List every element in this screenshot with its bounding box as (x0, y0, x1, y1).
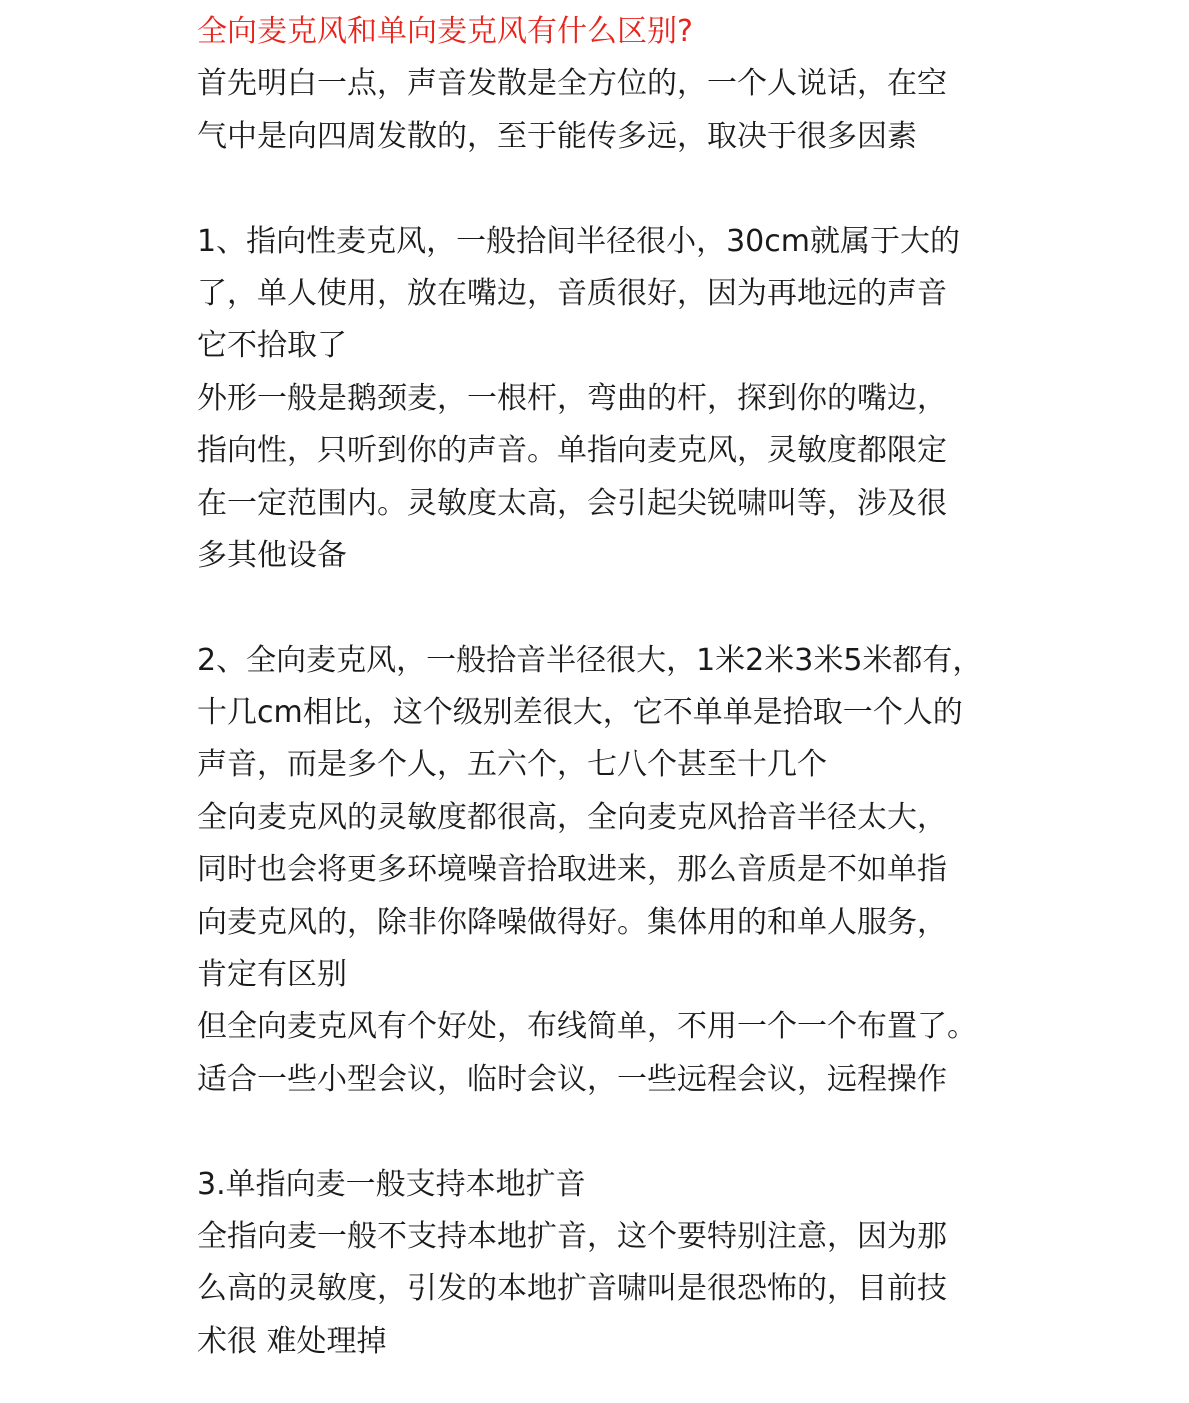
text-line: 它不拾取了 (197, 328, 347, 364)
paragraph-spacer (197, 582, 1027, 634)
text-line: 十几cm相比，这个级别差很大，它不单单是拾取一个人的 (197, 695, 963, 731)
text-line: 气中是向四周发散的，至于能传多远，取决于很多因素 (197, 118, 917, 154)
section-1-paragraph (197, 216, 1027, 583)
paragraph-spacer (197, 163, 1027, 215)
article-title: 全向麦克风和单向麦克风有什么区别? (197, 14, 693, 49)
text-line: 但全向麦克风有个好处，布线简单，不用一个一个布置了。 (197, 1009, 977, 1045)
text-line: 同时也会将更多环境噪音拾取进来，那么音质是不如单指 (197, 852, 947, 888)
text-line: 在一定范围内。灵敏度太高，会引起尖锐啸叫等，涉及很 (197, 485, 947, 521)
text-line: 全指向麦一般不支持本地扩音，这个要特别注意，因为那 (197, 1218, 947, 1254)
text-line: 适合一些小型会议，临时会议，一些远程会议，远程操作 (197, 1061, 947, 1097)
article-body (197, 6, 1027, 1368)
text-line: 外形一般是鹅颈麦，一根杆，弯曲的杆，探到你的嘴边， (197, 380, 947, 416)
text-line: 多其他设备 (197, 537, 347, 573)
text-line: 了，单人使用，放在嘴边，音质很好，因为再地远的声音 (197, 275, 947, 311)
section-2-paragraph (197, 635, 1027, 1107)
text-line: 肯定有区别 (197, 957, 347, 993)
text-line: 首先明白一点，声音发散是全方位的，一个人说话，在空 (197, 66, 947, 102)
text-line: 向麦克风的，除非你降噪做得好。集体用的和单人服务， (197, 904, 947, 940)
text-line: 2、全向麦克风，一般拾音半径很大，1米2米3米5米都有， (197, 642, 983, 678)
paragraph-spacer (197, 1106, 1027, 1158)
text-line: 指向性，只听到你的声音。单指向麦克风，灵敏度都限定 (197, 433, 947, 469)
section-3-paragraph (197, 1159, 1027, 1369)
text-line: 么高的灵敏度，引发的本地扩音啸叫是很恐怖的，目前技 (197, 1271, 947, 1307)
intro-paragraph (197, 58, 1027, 163)
text-line: 3.单指向麦一般支持本地扩音 (197, 1166, 586, 1202)
text-line: 术很 难处理掉 (197, 1323, 387, 1359)
text-line: 1、指向性麦克风，一般拾间半径很小，30cm就属于大的 (197, 223, 960, 259)
text-line: 全向麦克风的灵敏度都很高，全向麦克风拾音半径太大， (197, 799, 947, 835)
text-line: 声音，而是多个人，五六个，七八个甚至十几个 (197, 747, 827, 783)
